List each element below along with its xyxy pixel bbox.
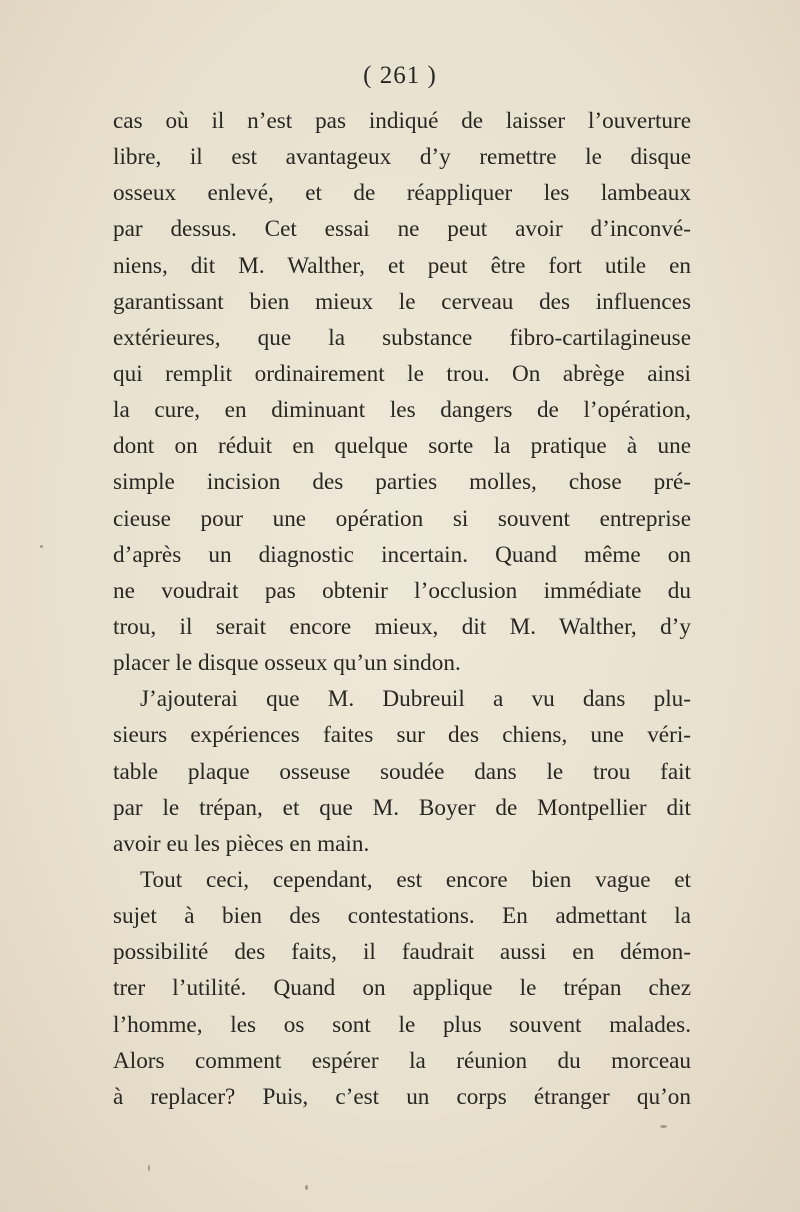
text-line: l’homme, les os sont le plus souvent malades. bbox=[113, 1011, 691, 1038]
text-line: par dessus. Cet essai ne peut avoir d’inconvé- bbox=[113, 216, 691, 243]
text-line: cieuse pour une opération si souvent entreprise bbox=[113, 505, 691, 532]
text-line: sieurs expériences faites sur des chiens, une véri- bbox=[113, 722, 691, 749]
text-line: qui remplit ordinairement le trou. On abrège ainsi bbox=[113, 360, 691, 387]
text-line: libre, il est avantageux d’y remettre le disque bbox=[113, 144, 691, 171]
text-line: cas où il n’est pas indiqué de laisser l’ouverture bbox=[113, 108, 691, 134]
text-line: sujet à bien des contestations. En admettant la bbox=[113, 903, 691, 930]
paragraph bbox=[113, 103, 691, 681]
paragraph bbox=[113, 862, 691, 1115]
text-line: trer l’utilité. Quand on applique le trépan chez bbox=[113, 975, 691, 1002]
text-line: possibilité des faits, il faudrait aussi en démon- bbox=[113, 939, 691, 966]
text-line: à replacer? Puis, c’est un corps étranger qu’on bbox=[113, 1083, 691, 1110]
paper-speck bbox=[660, 1125, 667, 1128]
text-line: d’après un diagnostic incertain. Quand même on bbox=[113, 541, 691, 568]
text-line: la cure, en diminuant les dangers de l’opération, bbox=[113, 397, 691, 424]
text-line: extérieures, que la substance fibro-cartilagineuse bbox=[113, 324, 691, 351]
text-line: niens, dit M. Walther, et peut être fort utile en bbox=[113, 252, 691, 279]
paper-speck bbox=[40, 545, 43, 548]
text-line: ne voudrait pas obtenir l’occlusion immédiate du bbox=[113, 577, 691, 604]
text-line: avoir eu les pièces en main. bbox=[113, 830, 370, 857]
text-line: table plaque osseuse soudée dans le trou fait bbox=[113, 758, 691, 785]
text-line: trou, il serait encore mieux, dit M. Walther, d’y bbox=[113, 613, 691, 640]
text-line: par le trépan, et que M. Boyer de Montpellier dit bbox=[113, 794, 691, 821]
text-line: J’ajouterai que M. Dubreuil a vu dans plu- bbox=[140, 686, 691, 713]
text-line: garantissant bien mieux le cerveau des influences bbox=[113, 288, 691, 315]
text-line: Tout ceci, cependant, est encore bien vague et bbox=[140, 866, 691, 893]
body-text bbox=[113, 103, 691, 1115]
text-line: placer le disque osseux qu’un sindon. bbox=[113, 650, 461, 677]
paper-speck bbox=[148, 1165, 150, 1171]
text-line: simple incision des parties molles, chose pré- bbox=[113, 469, 691, 496]
paragraph bbox=[113, 681, 691, 862]
text-line: dont on réduit en quelque sorte la pratique à une bbox=[113, 433, 691, 460]
text-line: Alors comment espérer la réunion du morceau bbox=[113, 1047, 691, 1074]
text-line: osseux enlevé, et de réappliquer les lambeaux bbox=[113, 180, 691, 207]
paper-speck bbox=[305, 1185, 308, 1190]
page-number: ( 261 ) bbox=[363, 62, 437, 89]
